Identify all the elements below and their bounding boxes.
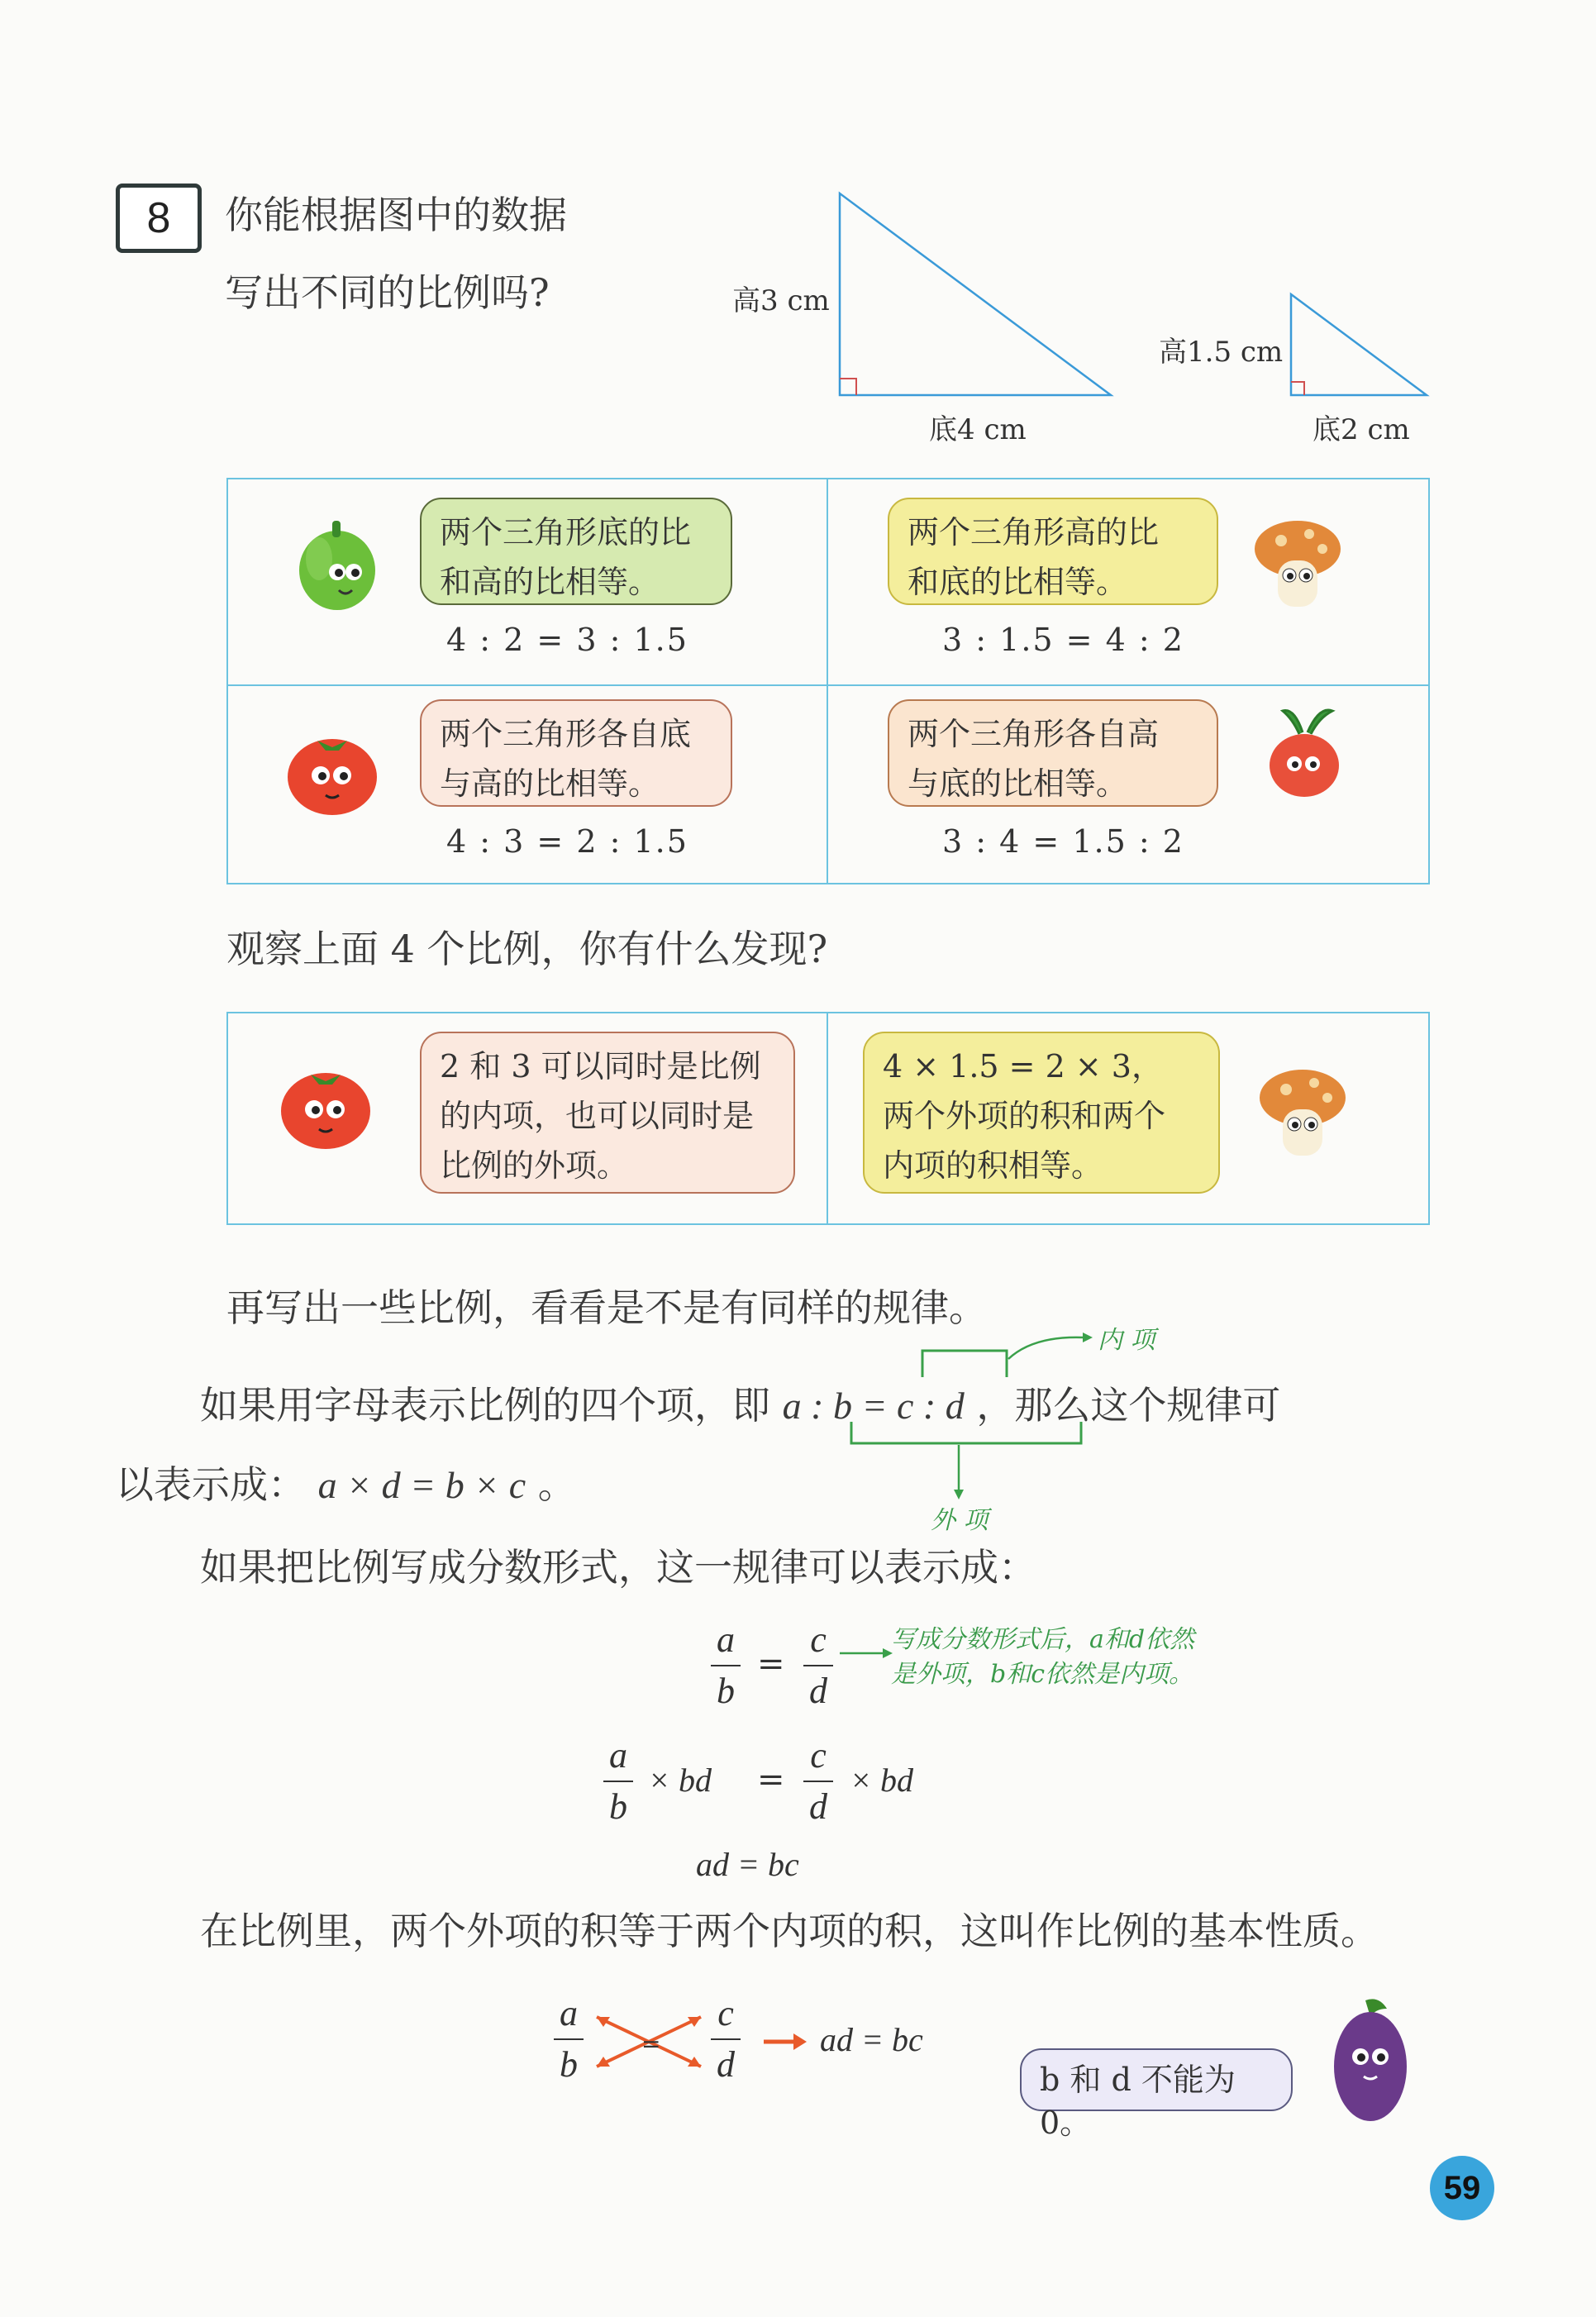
bubble-cell-1-line-2: 和高的比相等。 (440, 564, 660, 600)
cross-frac-a-b (554, 1990, 584, 2088)
paragraph-fraction: 如果把比例写成分数形式，这一规律可以表示成： (200, 1545, 1036, 1590)
cross-frac-c-d-numerator: c (717, 1993, 734, 2033)
frac2-a-b-denominator: b (609, 1786, 627, 1827)
frac2-c-d (803, 1733, 833, 1830)
discovery-left-line-3: 比例的外项。 (440, 1147, 629, 1184)
fraction-note-line-2: 是外项，b和c依然是内项。 (891, 1660, 1194, 1689)
paragraph-letters-start: 如果用字母表示比例的四个项，即 (200, 1383, 770, 1428)
ratio-cell-2: 3 : 1.5 = 4 : 2 (942, 622, 1184, 658)
cross-result-equation: ad = bc (820, 2021, 923, 2058)
discovery-bubble-left (420, 1032, 795, 1194)
frac-a-b-denominator: b (717, 1671, 735, 1711)
bubble-cell-1 (420, 498, 732, 605)
paragraph-letters-end: ，那么这个规律可 (976, 1383, 1281, 1428)
paragraph-rule-end: 。 (537, 1462, 576, 1507)
tomato-character-icon (276, 716, 392, 823)
discovery-right-line-1: 4 × 1.5 = 2 × 3， (883, 1048, 1163, 1085)
svg-text:=: = (641, 2030, 661, 2057)
letter-proportion: a : b = c : d (782, 1385, 965, 1427)
discovery-left-line-1: 2 和 3 可以同时是比例 (440, 1048, 761, 1085)
frac2-a-b-numerator: a (609, 1735, 627, 1776)
frac-c-d (803, 1617, 833, 1714)
paragraph-rule-start: 以表示成： (116, 1462, 306, 1507)
rule-equation: a × d = b × c (317, 1464, 526, 1506)
mushroom-character-icon (1243, 513, 1351, 620)
eq3-ad-bc: ad = bc (696, 1846, 799, 1883)
radish-character-icon (1253, 699, 1360, 815)
warning-text: b 和 d 不能为 0。 (1040, 2062, 1236, 2141)
discovery-right-line-3: 内项的积相等。 (883, 1147, 1103, 1184)
result-arrow-icon (760, 2030, 810, 2055)
paragraph-rule (116, 1455, 576, 1509)
small-triangle-base: 底2 cm (1313, 413, 1410, 446)
grid-divider-v (827, 478, 828, 883)
bubble-cell-1-line-1: 两个三角形底的比 (440, 514, 692, 551)
grid-divider-h (226, 684, 1428, 686)
tomato-character-2-icon (269, 1053, 385, 1161)
frac-a-b-numerator: a (717, 1619, 735, 1660)
bubble-cell-4-line-1: 两个三角形各自高 (908, 716, 1160, 752)
example-number-badge: 8 (116, 184, 202, 253)
mushroom-character-2-icon (1248, 1061, 1355, 1169)
bubble-cell-2-line-1: 两个三角形高的比 (908, 514, 1160, 551)
equals-2: = (757, 1761, 785, 1799)
paragraph-write-more: 再写出一些比例，看看是不是有同样的规律。 (226, 1285, 987, 1330)
discovery-right-line-2: 两个外项的积和两个 (883, 1098, 1166, 1134)
observe-question: 观察上面 4 个比例，你有什么发现? (226, 927, 828, 971)
frac-a-b (711, 1617, 741, 1714)
paragraph-letters (200, 1375, 1280, 1430)
ratio-cell-4: 3 : 4 = 1.5 : 2 (942, 823, 1184, 860)
big-triangle-height: 高3 cm (732, 284, 830, 317)
bubble-cell-4 (888, 699, 1218, 807)
cross-frac-a-b-numerator: a (560, 1993, 578, 2033)
page-number: 59 (1430, 2156, 1494, 2220)
discovery-divider (827, 1012, 828, 1223)
equals-1: = (757, 1645, 785, 1683)
frac-c-d-denominator: d (809, 1671, 827, 1711)
question-line-2: 写出不同的比例吗? (225, 270, 550, 315)
ratio-cell-1: 4 : 2 = 3 : 1.5 (446, 622, 688, 658)
cross-frac-a-b-denominator: b (560, 2044, 578, 2085)
question-line-1: 你能根据图中的数据 (225, 193, 567, 237)
frac2-a-b (603, 1733, 633, 1830)
bubble-cell-3-line-1: 两个三角形各自底 (440, 716, 692, 752)
fraction-note-line-1: 写成分数形式后，a和d依然 (891, 1625, 1195, 1654)
bubble-cell-4-line-2: 与底的比相等。 (908, 765, 1128, 802)
warning-bubble (1020, 2048, 1293, 2141)
bubble-cell-3-line-2: 与高的比相等。 (440, 765, 660, 802)
frac2-c-d-denominator: d (809, 1786, 827, 1827)
cross-multiply-arrows-icon (588, 2000, 712, 2083)
ratio-cell-3: 4 : 3 = 2 : 1.5 (446, 823, 688, 860)
eggplant-character-icon (1313, 1984, 1428, 2133)
eq2-left-multiplier: × bd (648, 1762, 712, 1799)
outer-terms-label: 外 项 (931, 1506, 989, 1535)
note-arrow (836, 1645, 894, 1670)
eq2-right-multiplier: × bd (850, 1762, 913, 1799)
basic-property-statement: 在比例里，两个外项的积等于两个内项的积，这叫作比例的基本性质。 (200, 1909, 1379, 1953)
discovery-bubble-right (863, 1032, 1220, 1194)
inner-terms-label: 内 项 (1098, 1326, 1155, 1355)
big-triangle-base: 底4 cm (929, 413, 1027, 446)
small-triangle-height: 高1.5 cm (1159, 336, 1284, 369)
cross-frac-c-d-denominator: d (717, 2044, 735, 2085)
triangles-figure (0, 0, 1596, 463)
bubble-cell-2 (888, 498, 1218, 605)
frac2-c-d-numerator: c (810, 1735, 827, 1776)
frac-c-d-numerator: c (810, 1619, 827, 1660)
cross-frac-c-d (711, 1990, 741, 2088)
discovery-left-line-2: 的内项，也可以同时是 (440, 1098, 755, 1134)
bubble-cell-2-line-2: 和底的比相等。 (908, 564, 1128, 600)
pepper-character-icon (286, 511, 393, 618)
bubble-cell-3 (420, 699, 732, 807)
